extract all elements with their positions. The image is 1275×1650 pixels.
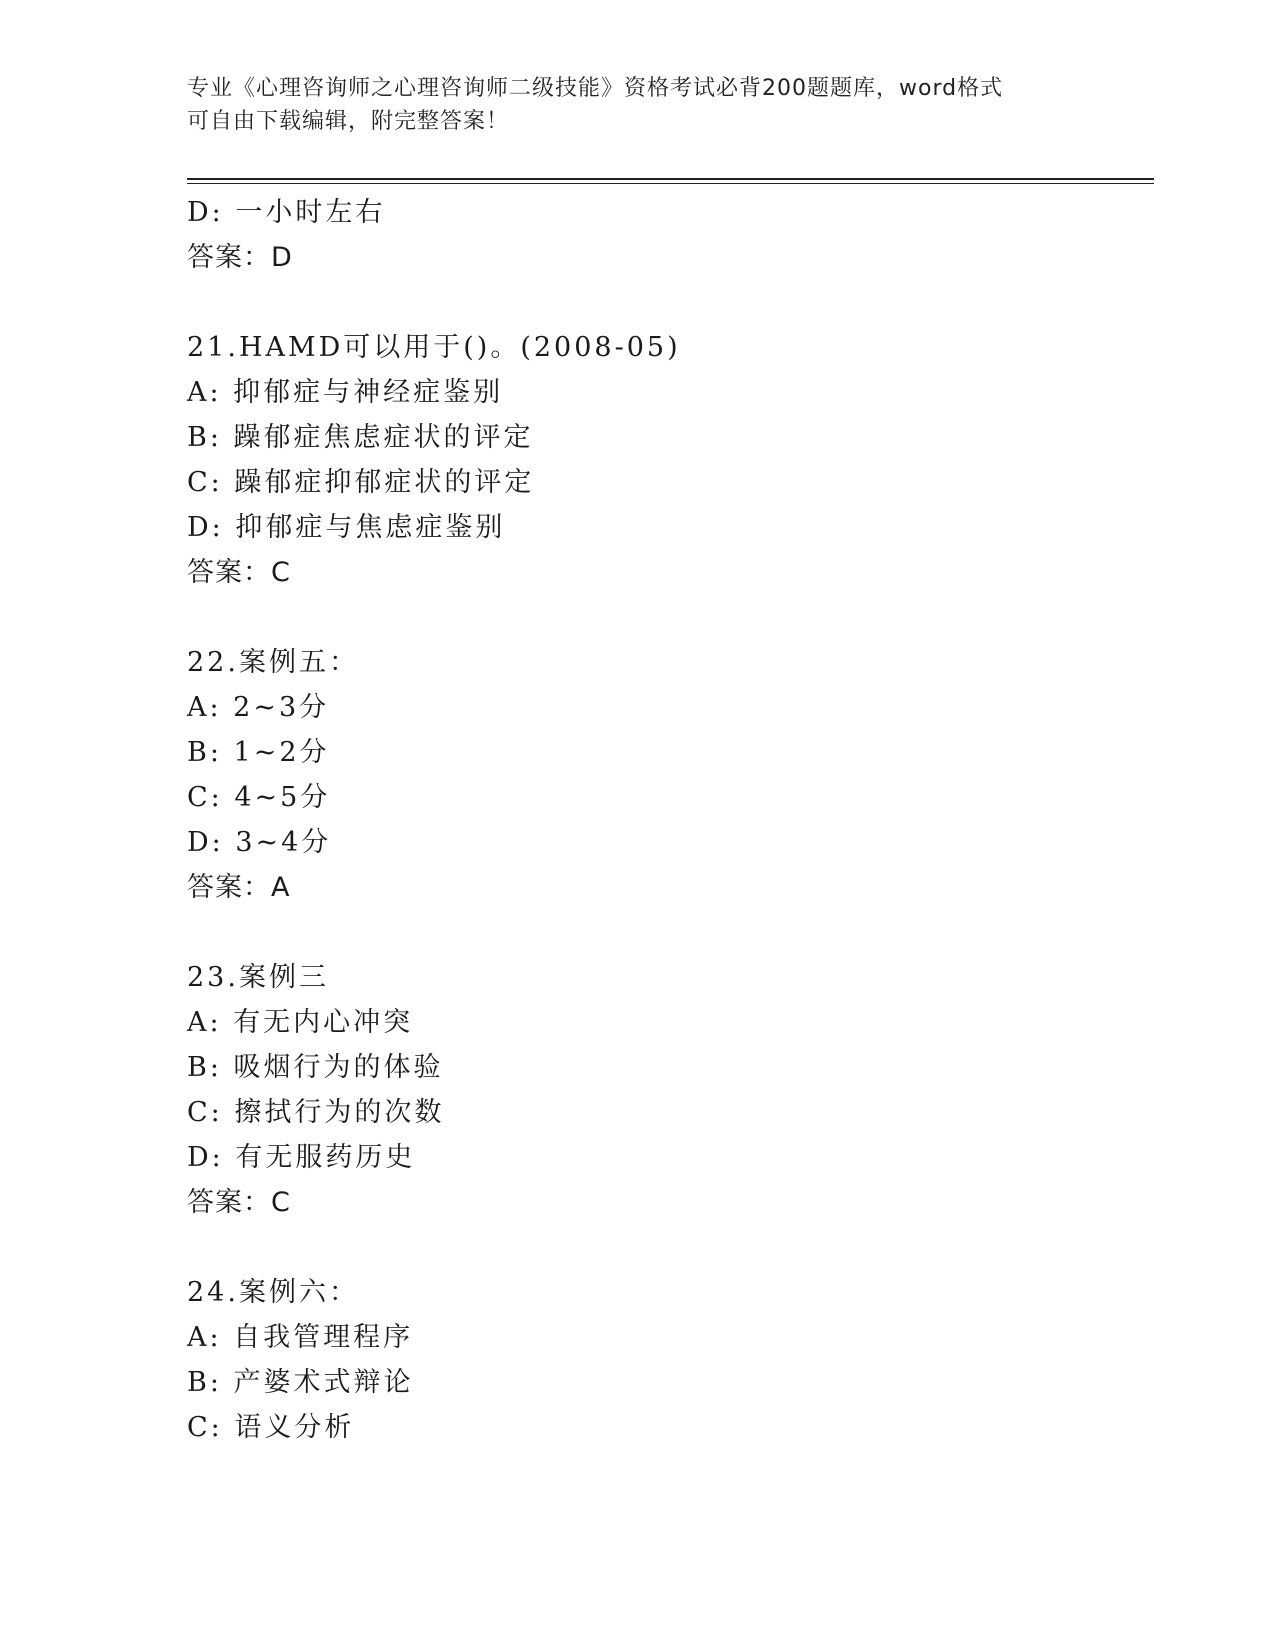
- spacer: [187, 1225, 1147, 1270]
- option-a: A: 2~3分: [187, 692, 330, 723]
- header-line-2: 可自由下载编辑，附完整答案！: [187, 109, 510, 134]
- spacer: [187, 595, 1147, 640]
- option-d: D: 抑郁症与焦虑症鉴别: [187, 512, 506, 543]
- option-c: C: 躁郁症抑郁症状的评定: [187, 467, 535, 498]
- option-c: C: 语义分析: [187, 1412, 355, 1443]
- header-line-1: 专业《心理咨询师之心理咨询师二级技能》资格考试必背200题题库，word格式: [187, 76, 1004, 101]
- option-a: A: 抑郁症与神经症鉴别: [187, 377, 504, 408]
- option-d: D: 有无服药历史: [187, 1142, 416, 1173]
- option-d: D: 一小时左右: [187, 197, 386, 228]
- answer: 答案：D: [187, 242, 293, 273]
- option-a: A: 自我管理程序: [187, 1322, 414, 1353]
- answer: 答案：C: [187, 557, 291, 588]
- document-header: [187, 72, 1087, 138]
- spacer: [187, 280, 1147, 325]
- option-b: B: 躁郁症焦虑症状的评定: [187, 422, 534, 453]
- spacer: [187, 910, 1147, 955]
- question-stem: 23.案例三: [187, 962, 329, 993]
- question-stem: 21.HAMD可以用于()。(2008-05): [187, 332, 681, 363]
- option-b: B: 吸烟行为的体验: [187, 1052, 444, 1083]
- option-c: C: 4~5分: [187, 782, 331, 813]
- option-b: B: 产婆术式辩论: [187, 1367, 414, 1398]
- answer: 答案：C: [187, 1187, 291, 1218]
- question-list: [187, 190, 1147, 1450]
- question-stem: 22.案例五：: [187, 647, 359, 678]
- option-d: D: 3~4分: [187, 827, 332, 858]
- question-stem: 24.案例六：: [187, 1277, 359, 1308]
- answer: 答案：A: [187, 872, 291, 903]
- option-b: B: 1~2分: [187, 737, 330, 768]
- header-divider: [187, 178, 1154, 184]
- option-a: A: 有无内心冲突: [187, 1007, 414, 1038]
- option-c: C: 擦拭行为的次数: [187, 1097, 445, 1128]
